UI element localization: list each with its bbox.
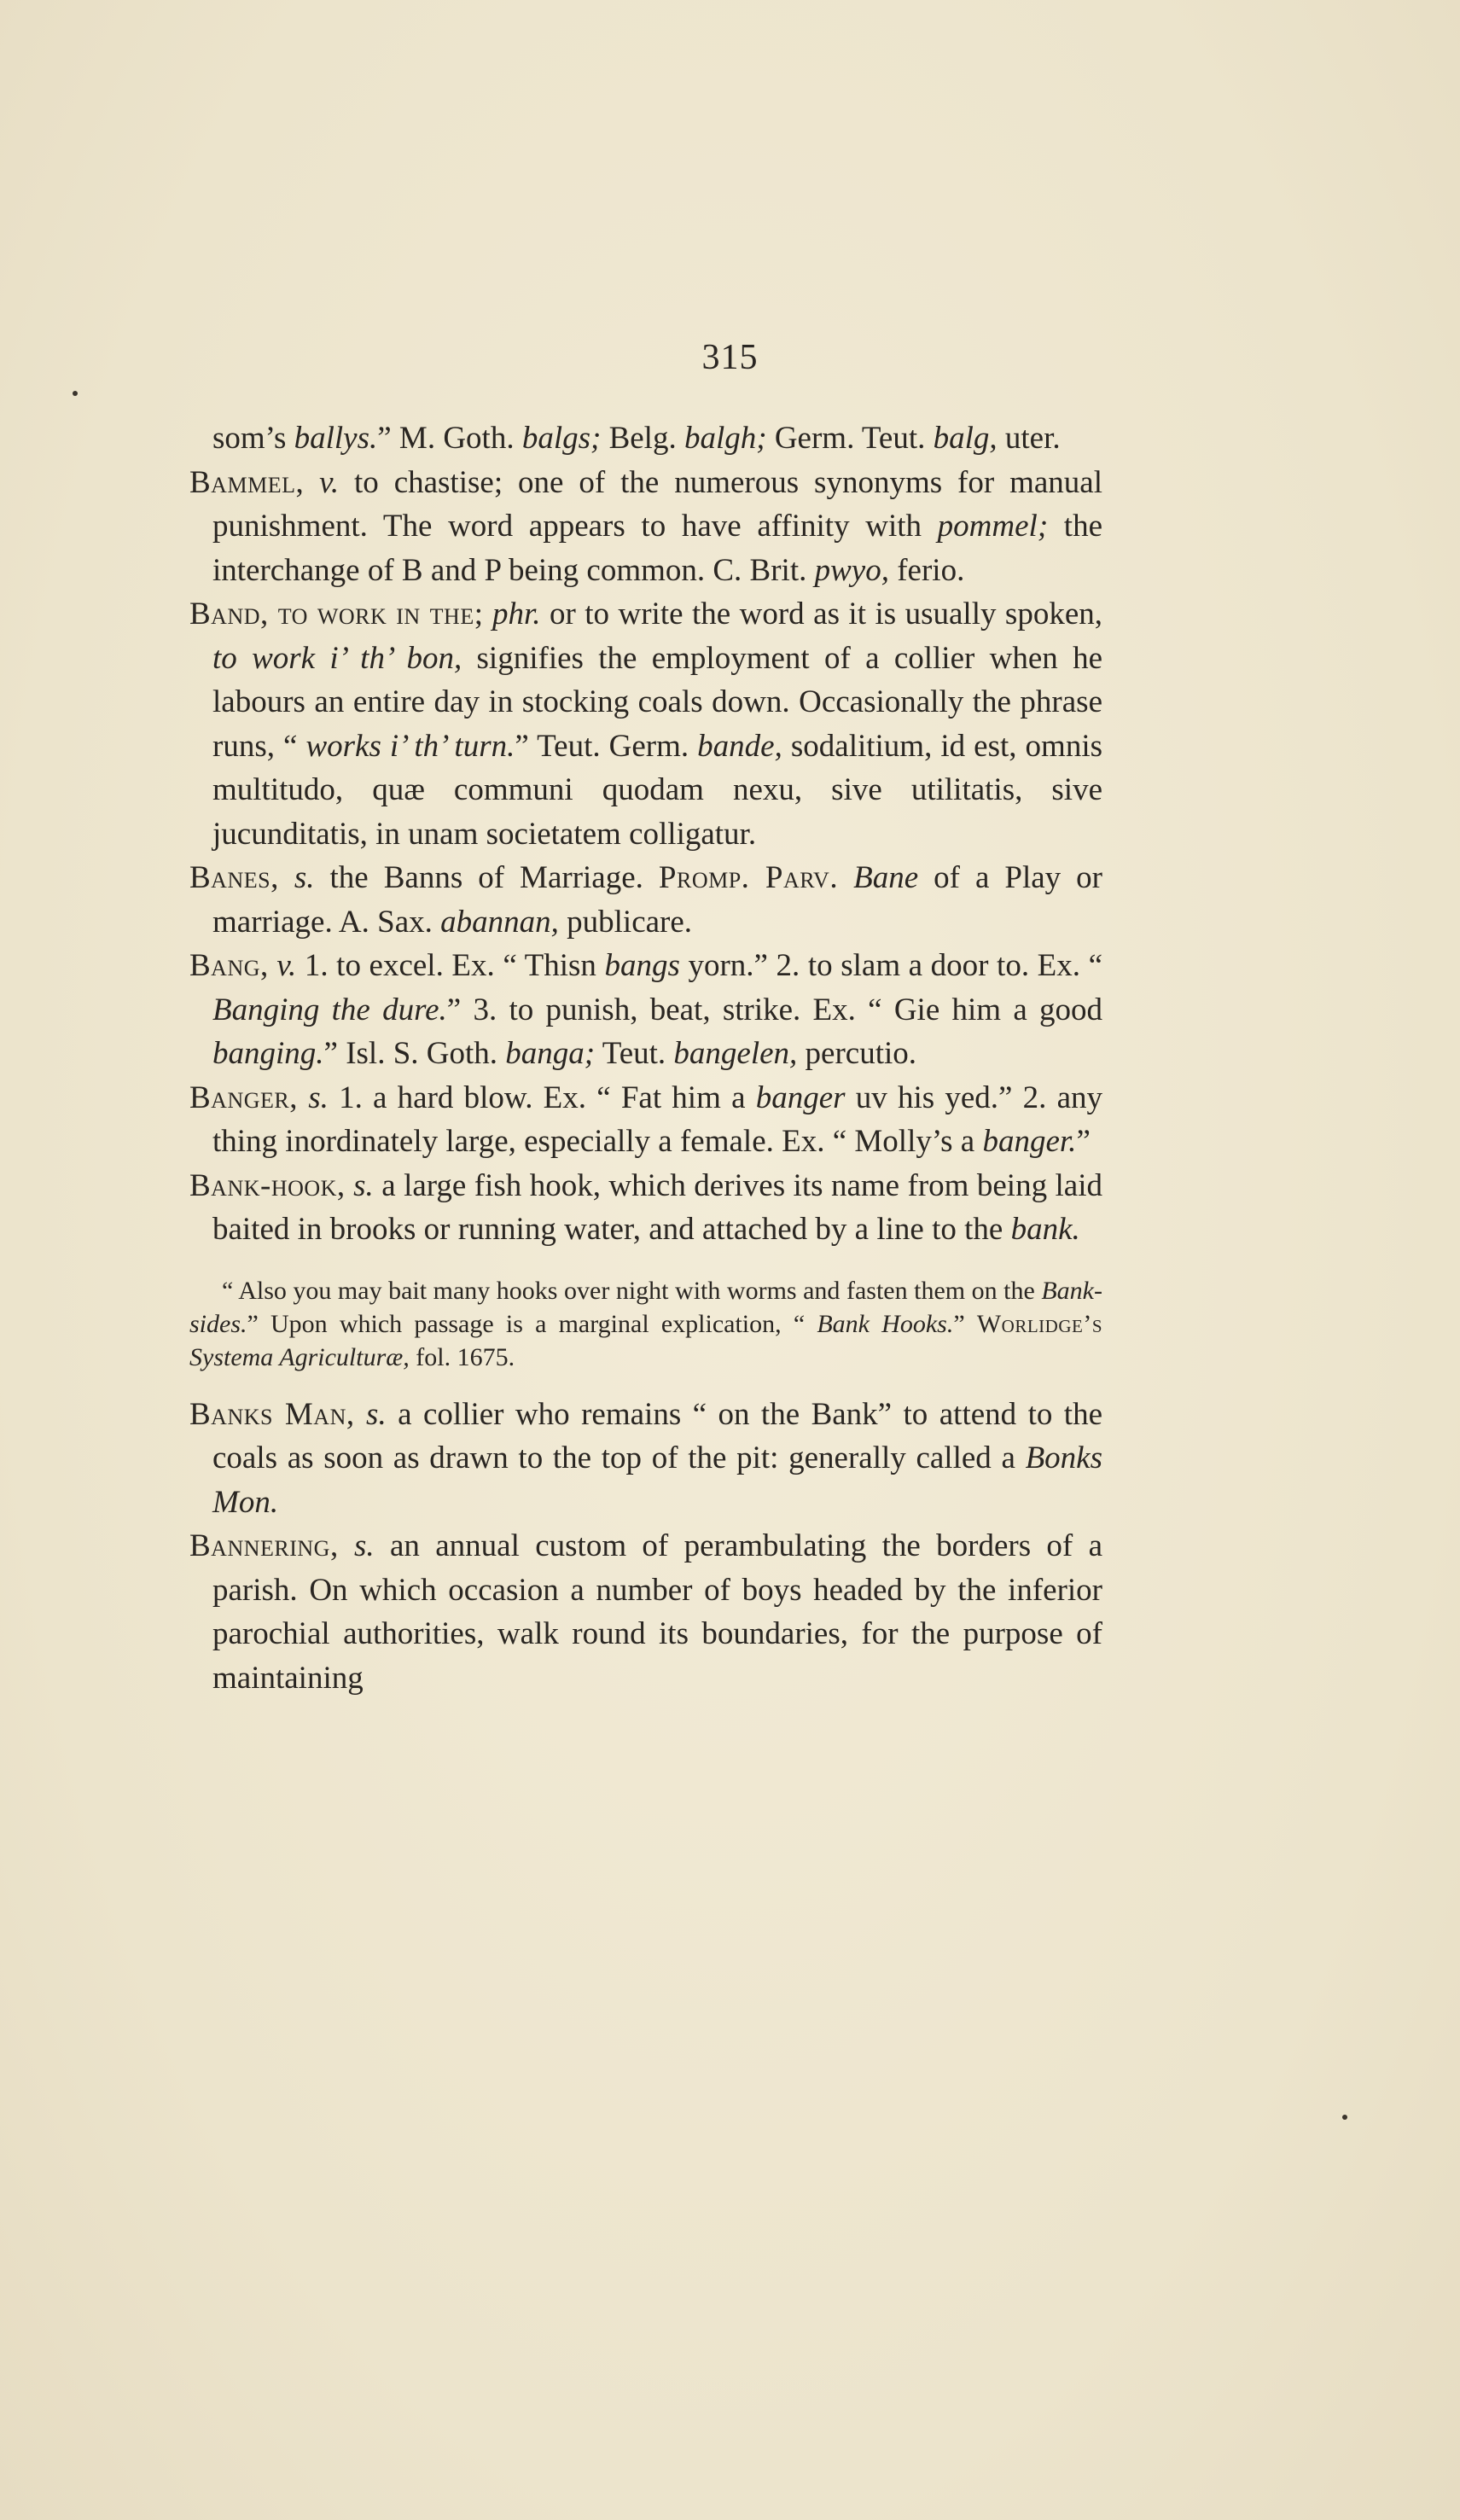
italic-text: pwyo, bbox=[814, 552, 889, 588]
entry-text: the Banns of Marriage. bbox=[314, 860, 659, 895]
text-block bbox=[189, 416, 1102, 1700]
entry-text: ” 3. to punish, beat, strike. Ex. “ Gie him a good bbox=[446, 992, 1102, 1027]
italic-text: pommel; bbox=[937, 509, 1049, 544]
dictionary-entry bbox=[189, 1164, 1102, 1252]
entry-text: ” Teut. Germ. bbox=[515, 728, 698, 764]
entry-text: ” Isl. S. Goth. bbox=[323, 1036, 506, 1071]
entry-text bbox=[298, 1080, 308, 1115]
italic-text: Systema Agriculturæ, bbox=[189, 1342, 410, 1371]
headword: Bank-hook, bbox=[189, 1167, 346, 1203]
entry-text: ferio. bbox=[888, 552, 965, 588]
italic-text: v. bbox=[276, 948, 297, 983]
entry-text: to chastise; one of the numerous synonyms for manual punishment. The word appears to have affinity with bbox=[212, 464, 1102, 544]
entry-text: an annual custom of perambulating the borders of a parish. On which occasion a number of boys headed by the inferior parochial authorities, walk round its boundaries, for the purpose of maintaining bbox=[212, 1528, 1102, 1696]
entry-text: ” M. Goth. bbox=[377, 421, 522, 456]
italic-text: balgh; bbox=[683, 421, 767, 456]
entry-text: ” bbox=[953, 1309, 977, 1338]
entry-text: sodalitium, id est, omnis multitudo, quæ communi quodam nexu, sive utilitatis, sive jucunditatis, in unam societatem colligatur. bbox=[212, 728, 1103, 852]
entry-text: a collier who remains “ on the Bank” to attend to the coals as soon as drawn to the top of the pit: generally called a bbox=[212, 1396, 1102, 1475]
dictionary-entry bbox=[189, 461, 1102, 593]
entry-text bbox=[304, 465, 319, 500]
italic-text: s. bbox=[353, 1167, 374, 1203]
italic-text: Bank-sides. bbox=[189, 1276, 1102, 1338]
entry-text: ” Upon which passage is a marginal explication, “ bbox=[247, 1309, 817, 1338]
italic-text: banging. bbox=[212, 1036, 324, 1071]
entry-text bbox=[346, 1168, 353, 1203]
entry-text bbox=[339, 1528, 354, 1563]
entry-text: 1. a hard blow. Ex. “ Fat him a bbox=[328, 1080, 756, 1115]
entry-list bbox=[189, 1393, 1102, 1701]
entry-text: signifies the employment of a collier when he labours an entire day in stocking coals down. Occasionally the phrase runs, “ bbox=[212, 640, 1102, 764]
italic-text: phr. bbox=[492, 597, 541, 631]
block-quote bbox=[189, 1274, 1102, 1374]
entry-text: fol. 1675. bbox=[409, 1342, 515, 1371]
ink-speck bbox=[1342, 2115, 1347, 2120]
italic-text: v. bbox=[319, 464, 340, 500]
headword: Banger, bbox=[189, 1080, 298, 1115]
headword: Banks Man, bbox=[189, 1396, 355, 1432]
italic-text: s. bbox=[308, 1080, 329, 1115]
italic-text: Banging the dure. bbox=[212, 992, 447, 1027]
entry-text: a large fish hook, which derives its name from being laid baited in brooks or running water, and attached by a line to the bbox=[212, 1167, 1102, 1247]
headword: Band, to work in the; bbox=[189, 597, 484, 631]
dictionary-entry bbox=[189, 592, 1102, 856]
entry-text: Teut. bbox=[595, 1036, 674, 1071]
entry-text: som’s bbox=[212, 421, 294, 456]
dictionary-entry bbox=[189, 1524, 1102, 1700]
entry-text: 1. to excel. Ex. “ Thisn bbox=[296, 948, 605, 983]
entry-text: percutio. bbox=[797, 1036, 917, 1071]
headword: Bammel, bbox=[189, 464, 305, 500]
entry-text bbox=[483, 597, 492, 631]
dictionary-entry bbox=[189, 1393, 1102, 1525]
dictionary-entry bbox=[189, 856, 1102, 944]
italic-text: bangelen, bbox=[673, 1036, 798, 1071]
italic-text: balg, bbox=[933, 421, 998, 456]
headword: Worlidge’s bbox=[976, 1309, 1102, 1338]
entry-text: yorn.” 2. to slam a door to. Ex. “ bbox=[679, 948, 1103, 983]
italic-text: bank. bbox=[1010, 1212, 1080, 1247]
dictionary-entry bbox=[189, 416, 1102, 461]
italic-text: bande, bbox=[697, 728, 782, 764]
italic-text: abannan, bbox=[440, 904, 559, 940]
entry-text bbox=[279, 860, 294, 895]
italic-text: banga; bbox=[505, 1036, 596, 1071]
entry-list bbox=[189, 416, 1102, 1252]
page-number: 315 bbox=[701, 338, 759, 377]
entry-text: uv his yed.” 2. any thing inordinately large, especially a female. Ex. “ Molly’s a bbox=[212, 1080, 1102, 1159]
italic-text: Bonks Mon. bbox=[212, 1440, 1102, 1520]
italic-text: balgs; bbox=[521, 421, 602, 456]
italic-text: s. bbox=[354, 1528, 375, 1563]
entry-text bbox=[838, 860, 853, 895]
entry-text bbox=[355, 1397, 366, 1432]
italic-text: bangs bbox=[604, 948, 680, 983]
italic-text: ballys. bbox=[294, 421, 378, 456]
entry-text: Belg. bbox=[601, 421, 684, 456]
italic-text: s. bbox=[294, 860, 315, 895]
italic-text: to work i’ th’ bon, bbox=[212, 640, 462, 676]
entry-text: Germ. Teut. bbox=[766, 421, 934, 456]
headword: Bannering, bbox=[189, 1528, 339, 1563]
entry-text: uter. bbox=[997, 421, 1061, 456]
ink-speck bbox=[73, 391, 78, 396]
headword: Bang, bbox=[189, 948, 269, 983]
entry-text: publicare. bbox=[558, 904, 693, 940]
entry-text: or to write the word as it is usually spoken, bbox=[540, 597, 1102, 631]
italic-text: Bane bbox=[853, 860, 919, 895]
italic-text: banger. bbox=[982, 1124, 1077, 1159]
entry-text: ” bbox=[1076, 1124, 1091, 1159]
italic-text: s. bbox=[366, 1396, 387, 1432]
italic-text: banger bbox=[755, 1080, 846, 1115]
entry-text: the interchange of B and P being common. C. Brit. bbox=[212, 509, 1102, 588]
headword: Promp. Parv. bbox=[658, 860, 839, 895]
dictionary-entry bbox=[189, 944, 1102, 1076]
headword: Banes, bbox=[189, 860, 279, 895]
italic-text: works i’ th’ turn. bbox=[305, 728, 515, 764]
dictionary-entry bbox=[189, 1076, 1102, 1164]
italic-text: Bank Hooks. bbox=[817, 1309, 954, 1338]
entry-text: of a Play or marriage. A. Sax. bbox=[212, 860, 1102, 940]
entry-text bbox=[269, 948, 277, 983]
entry-text: “ Also you may bait many hooks over night with worms and fasten them on the bbox=[222, 1276, 1042, 1305]
